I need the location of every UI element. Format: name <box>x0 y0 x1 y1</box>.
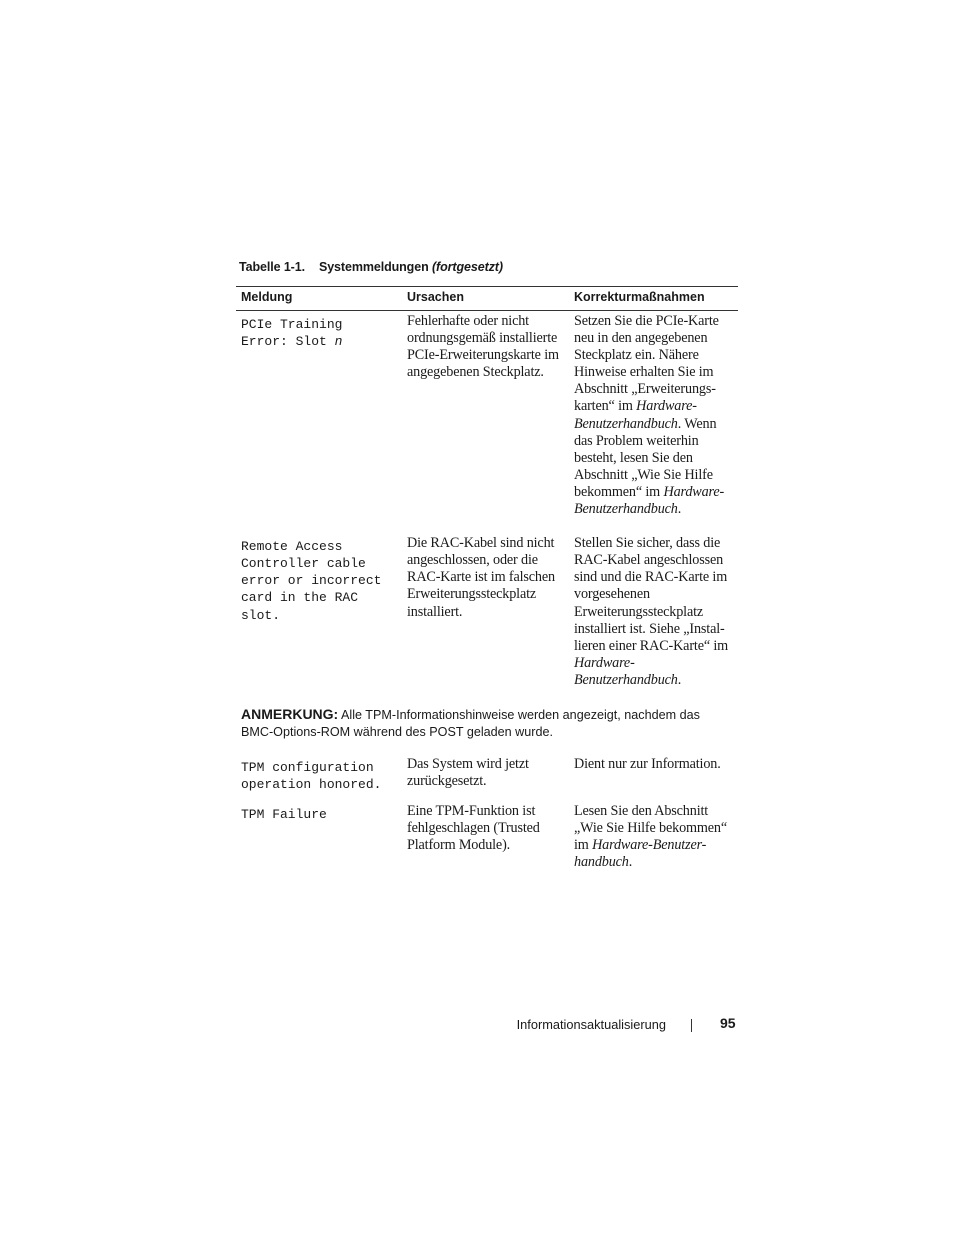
cause-cell <box>402 756 569 803</box>
message-cell <box>236 803 402 881</box>
page-footer <box>0 1015 954 1035</box>
message-cell <box>236 311 402 534</box>
footer-section-title: Informationsaktualisierung <box>516 1017 666 1032</box>
note-label: ANMERKUNG: <box>241 705 339 722</box>
table-row <box>236 756 738 803</box>
cause-text: Die RAC-Kabel sind nicht angeschlossen, oder die RAC-Karte ist im falschen Erweiterungssteckplatz installiert. <box>407 535 555 620</box>
table-title: Systemmeldungen <box>318 260 429 274</box>
cause-text: Das System wird jetzt zurückgesetzt. <box>407 755 529 790</box>
action-cell <box>569 803 738 881</box>
manual-reference: Hardware-Benutzerhandbuch <box>574 398 697 432</box>
table-row <box>236 803 738 881</box>
action-cell <box>569 311 738 534</box>
message-text: PCIe Training Error: Slot n <box>241 317 343 350</box>
slot-variable: n <box>334 334 343 350</box>
action-cell <box>569 533 738 704</box>
action-text: Stellen Sie sicher, dass die RAC-Kabel angeschlossen sind und die RAC-Karte im vorgesehenen Erweiterungssteckplatz installiert ist. Siehe „Instal-lieren einer RAC-Karte“ im Hardware-Benutzerhandbuch. <box>574 535 729 688</box>
page-number: 95 <box>720 1015 736 1031</box>
action-text: Dient nur zur Information. <box>574 755 721 772</box>
table-row <box>236 311 738 534</box>
header-cause: Ursachen <box>402 287 569 311</box>
message-cell <box>236 533 402 704</box>
action-text: Setzen Sie die PCIe-Karte neu in den angegebenen Steckplatz ein. Nähere Hinweise erhalten Sie im Abschnitt „Erweiterungs-karten“ im Hardware-Benutzerhandbuch. Wenn das Problem weiterhin besteht, lesen Sie den Abschnitt „Wie Sie Hilfe bekommen“ im Hardware-Benutzerhandbuch. <box>574 313 725 518</box>
cause-cell <box>402 311 569 534</box>
cause-cell <box>402 533 569 704</box>
manual-reference: Hardware-Benutzer-handbuch <box>574 837 707 871</box>
cause-text: Fehlerhafte oder nicht ordnungsgemäß installierte PCIe-Erweiterungskarte im angegebenen Steckplatz. <box>407 313 559 381</box>
system-messages-table <box>236 286 738 882</box>
cause-text: Eine TPM-Funktion ist fehlgeschlagen (Trusted Platform Module). <box>407 803 540 854</box>
manual-reference: Hardware-Benutzerhandbuch <box>574 483 725 518</box>
table-header-row <box>236 287 738 311</box>
action-text: Lesen Sie den Abschnitt „Wie Sie Hilfe bekommen“ im Hardware-Benutzer-handbuch. <box>574 803 728 871</box>
cause-cell <box>402 803 569 881</box>
header-action: Korrekturmaßnahmen <box>569 287 738 311</box>
footer-divider <box>691 1019 692 1032</box>
table-continued: (fortgesetzt) <box>431 260 503 274</box>
action-cell <box>569 756 738 803</box>
message-cell <box>236 756 402 803</box>
note-text: Alle TPM-Informationshinweise werden angezeigt, nachdem das BMC-Options-ROM während des POST geladen wurde. <box>241 707 700 739</box>
message-text: Remote Access Controller cable error or incorrect card in the RAC slot. <box>241 539 382 623</box>
message-text: TPM Failure <box>241 807 327 823</box>
header-message: Meldung <box>236 287 402 311</box>
note-cell <box>236 704 738 756</box>
message-text: TPM configuration operation honored. <box>241 759 382 793</box>
table-row <box>236 533 738 704</box>
table-caption <box>239 260 503 274</box>
manual-reference: Hardware-Benutzerhandbuch <box>574 654 678 688</box>
note-row <box>236 704 738 756</box>
table-label: Tabelle 1-1. <box>239 260 305 274</box>
